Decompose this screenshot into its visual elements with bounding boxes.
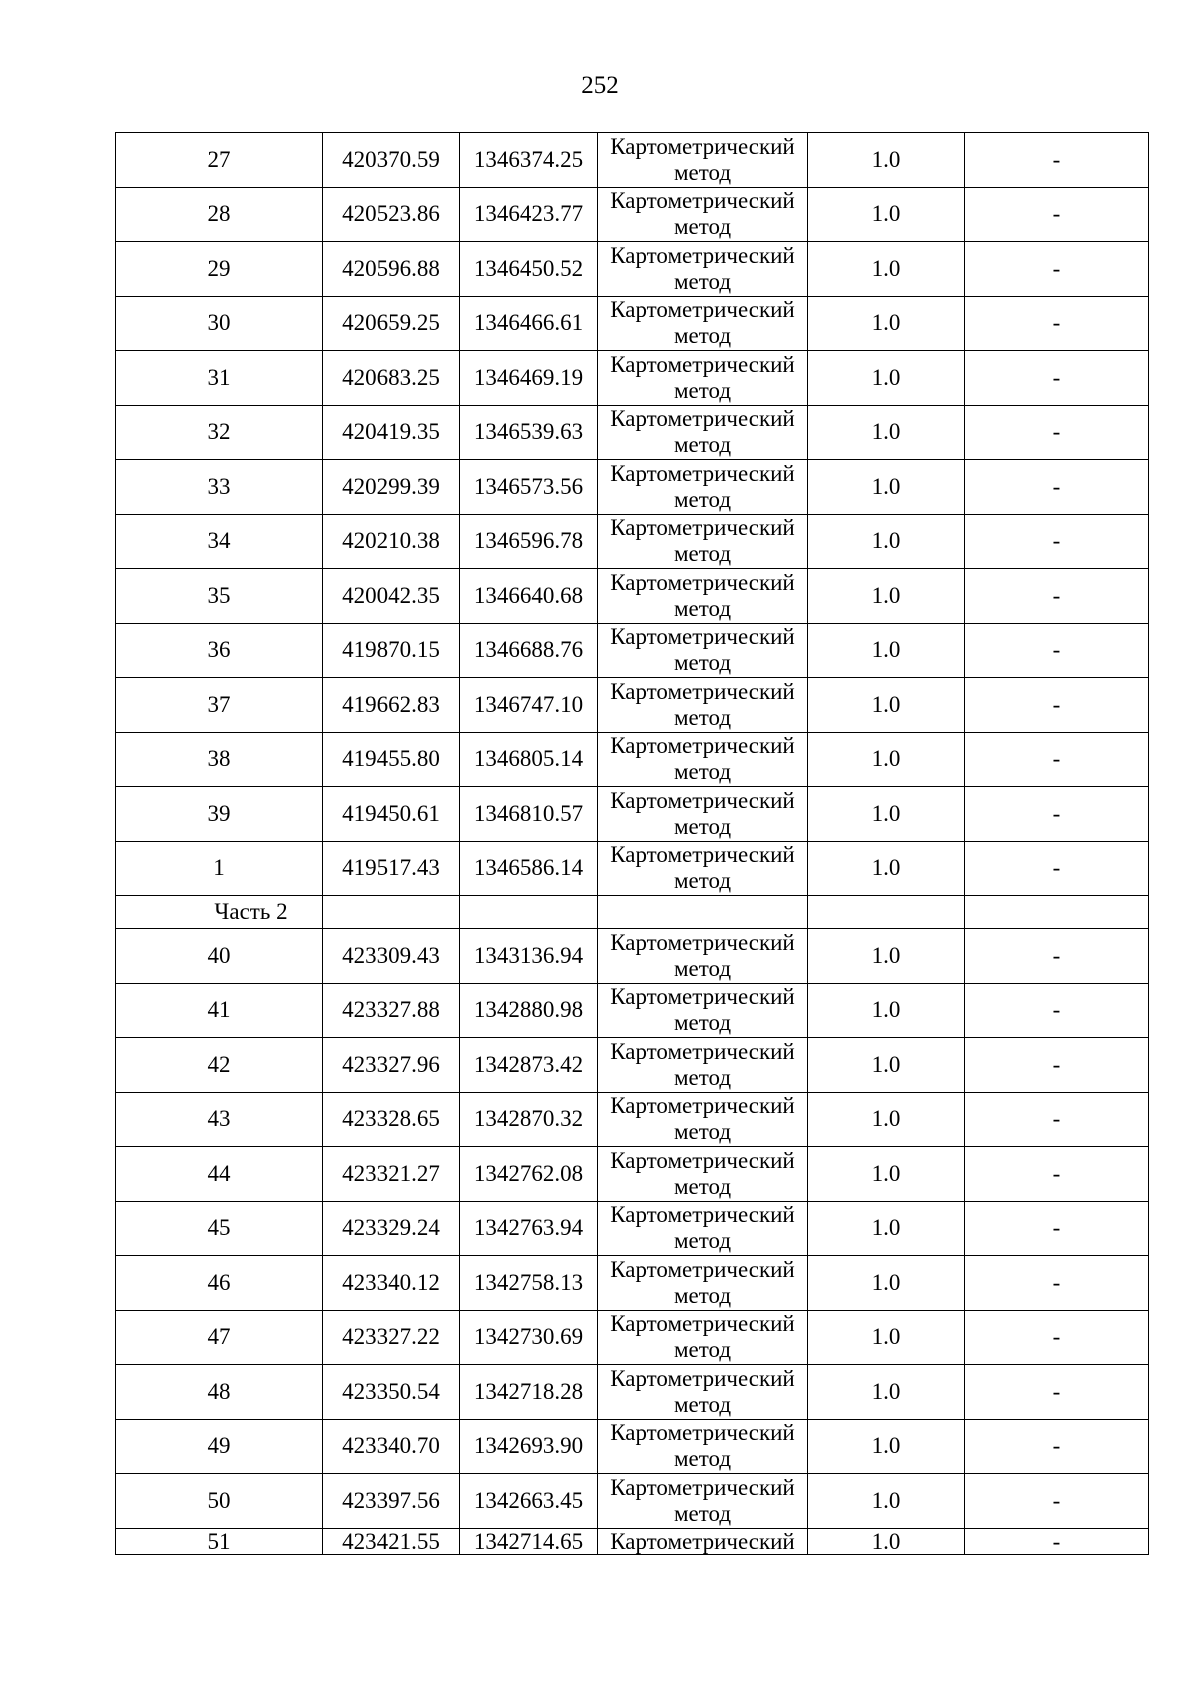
note-cell: - (965, 405, 1149, 460)
method-line-1: Картометрический (610, 351, 795, 377)
note-cell: - (965, 133, 1149, 188)
accuracy-cell: 1.0 (808, 460, 965, 515)
method-line-1: Картометрический (610, 242, 795, 268)
method-line-2: метод (673, 1391, 732, 1417)
section-row (116, 896, 1149, 929)
accuracy-cell: 1.0 (808, 242, 965, 297)
point-number-cell: 38 (116, 732, 323, 787)
accuracy-cell: 1.0 (808, 929, 965, 984)
x-coordinate-cell: 419450.61 (323, 787, 460, 842)
y-coordinate-cell: 1342693.90 (460, 1419, 598, 1474)
table-row (116, 841, 1149, 896)
method-line-2: метод (673, 1173, 732, 1199)
method-line-2: метод (673, 868, 732, 894)
table-row (116, 569, 1149, 624)
note-cell: - (965, 1256, 1149, 1311)
accuracy-cell: 1.0 (808, 1092, 965, 1147)
method-line-1: Картометрический (610, 569, 795, 595)
table-body (116, 133, 1149, 1555)
method-line-2: метод (673, 1282, 732, 1308)
method-line-2: метод (673, 1446, 732, 1472)
method-line-1: Картометрический (610, 1038, 795, 1064)
table-row (116, 187, 1149, 242)
method-line-2: метод (673, 1500, 732, 1526)
point-number-cell: 43 (116, 1092, 323, 1147)
y-coordinate-cell: 1346466.61 (460, 296, 598, 351)
accuracy-cell: 1.0 (808, 983, 965, 1038)
method-cell (598, 1038, 808, 1093)
accuracy-cell: 1.0 (808, 1147, 965, 1202)
method-cell (598, 460, 808, 515)
x-coordinate-cell: 420523.86 (323, 187, 460, 242)
y-coordinate-cell: 1342758.13 (460, 1256, 598, 1311)
empty-cell (598, 896, 808, 929)
point-number-cell: 50 (116, 1474, 323, 1529)
method-line-2: метод (673, 1119, 732, 1145)
method-line-2: метод (673, 704, 732, 730)
table-row (116, 1419, 1149, 1474)
x-coordinate-cell: 423397.56 (323, 1474, 460, 1529)
x-coordinate-cell: 423329.24 (323, 1201, 460, 1256)
y-coordinate-cell: 1343136.94 (460, 929, 598, 984)
empty-cell (323, 896, 460, 929)
note-cell: - (965, 1419, 1149, 1474)
method-cell (598, 732, 808, 787)
x-coordinate-cell: 423340.12 (323, 1256, 460, 1311)
point-number-cell: 35 (116, 569, 323, 624)
x-coordinate-cell: 419870.15 (323, 623, 460, 678)
point-number-cell: 44 (116, 1147, 323, 1202)
table-row (116, 929, 1149, 984)
method-line-2: метод (673, 955, 732, 981)
method-line-2: метод (673, 650, 732, 676)
method-cell (598, 242, 808, 297)
method-cell (598, 187, 808, 242)
method-line-1: Картометрический (610, 984, 795, 1010)
method-cell (598, 514, 808, 569)
method-line-2: метод (673, 432, 732, 458)
table-row (116, 623, 1149, 678)
method-cell (598, 1419, 808, 1474)
table-row (116, 1038, 1149, 1093)
point-number-cell: 1 (116, 841, 323, 896)
y-coordinate-cell: 1346586.14 (460, 841, 598, 896)
note-cell: - (965, 1310, 1149, 1365)
point-number-cell: 37 (116, 678, 323, 733)
y-coordinate-cell: 1346596.78 (460, 514, 598, 569)
method-line-2: метод (673, 595, 732, 621)
note-cell: - (965, 351, 1149, 406)
x-coordinate-cell: 423327.22 (323, 1310, 460, 1365)
accuracy-cell: 1.0 (808, 1528, 965, 1554)
point-number-cell: 42 (116, 1038, 323, 1093)
note-cell: - (965, 1201, 1149, 1256)
note-cell: - (965, 1092, 1149, 1147)
table-row (116, 460, 1149, 515)
note-cell: - (965, 514, 1149, 569)
empty-cell (808, 896, 965, 929)
point-number-cell: 32 (116, 405, 323, 460)
method-cell (598, 678, 808, 733)
accuracy-cell: 1.0 (808, 1201, 965, 1256)
x-coordinate-cell: 423350.54 (323, 1365, 460, 1420)
accuracy-cell: 1.0 (808, 187, 965, 242)
method-line-2: метод (673, 759, 732, 785)
note-cell: - (965, 569, 1149, 624)
accuracy-cell: 1.0 (808, 133, 965, 188)
point-number-cell: 30 (116, 296, 323, 351)
method-cell (598, 1092, 808, 1147)
point-number-cell: 29 (116, 242, 323, 297)
method-line-1: Картометрический (610, 1093, 795, 1119)
y-coordinate-cell: 1346640.68 (460, 569, 598, 624)
method-cell (598, 1474, 808, 1529)
accuracy-cell: 1.0 (808, 1256, 965, 1311)
method-line-1: Картометрический (610, 406, 795, 432)
table-row (116, 405, 1149, 460)
table-row (116, 678, 1149, 733)
note-cell: - (965, 678, 1149, 733)
accuracy-cell: 1.0 (808, 1474, 965, 1529)
note-cell: - (965, 623, 1149, 678)
y-coordinate-cell: 1342718.28 (460, 1365, 598, 1420)
method-cell (598, 1365, 808, 1420)
x-coordinate-cell: 420042.35 (323, 569, 460, 624)
accuracy-cell: 1.0 (808, 623, 965, 678)
point-number-cell: 48 (116, 1365, 323, 1420)
accuracy-cell: 1.0 (808, 405, 965, 460)
method-cell (598, 296, 808, 351)
y-coordinate-cell: 1342714.65 (460, 1528, 598, 1554)
accuracy-cell: 1.0 (808, 1419, 965, 1474)
point-number-cell: 46 (116, 1256, 323, 1311)
y-coordinate-cell: 1346573.56 (460, 460, 598, 515)
method-cell (598, 1201, 808, 1256)
method-line-1: Картометрический (610, 460, 795, 486)
note-cell: - (965, 187, 1149, 242)
x-coordinate-cell: 423328.65 (323, 1092, 460, 1147)
method-cell (598, 1147, 808, 1202)
point-number-cell: 45 (116, 1201, 323, 1256)
table-row (116, 1310, 1149, 1365)
x-coordinate-cell: 423327.96 (323, 1038, 460, 1093)
x-coordinate-cell: 423421.55 (323, 1528, 460, 1554)
x-coordinate-cell: 420299.39 (323, 460, 460, 515)
y-coordinate-cell: 1342870.32 (460, 1092, 598, 1147)
note-cell: - (965, 983, 1149, 1038)
y-coordinate-cell: 1342873.42 (460, 1038, 598, 1093)
x-coordinate-cell: 423327.88 (323, 983, 460, 1038)
note-cell: - (965, 1474, 1149, 1529)
method-line-1: Картометрический (610, 1365, 795, 1391)
y-coordinate-cell: 1346539.63 (460, 405, 598, 460)
note-cell: - (965, 1365, 1149, 1420)
method-line-2: метод (673, 486, 732, 512)
method-line-1: Картометрический (610, 624, 795, 650)
x-coordinate-cell: 423309.43 (323, 929, 460, 984)
table-row (116, 1092, 1149, 1147)
y-coordinate-cell: 1342762.08 (460, 1147, 598, 1202)
note-cell: - (965, 841, 1149, 896)
method-cell (598, 1256, 808, 1311)
x-coordinate-cell: 423340.70 (323, 1419, 460, 1474)
table-row (116, 787, 1149, 842)
accuracy-cell: 1.0 (808, 296, 965, 351)
table-row (116, 296, 1149, 351)
accuracy-cell: 1.0 (808, 514, 965, 569)
point-number-cell: 36 (116, 623, 323, 678)
point-number-cell: 47 (116, 1310, 323, 1365)
accuracy-cell: 1.0 (808, 732, 965, 787)
y-coordinate-cell: 1346688.76 (460, 623, 598, 678)
empty-cell (965, 896, 1149, 929)
method-line-1: Картометрический (610, 297, 795, 323)
method-line-1: Картометрический (610, 1474, 795, 1500)
note-cell: - (965, 1038, 1149, 1093)
section-label: Часть 2 (116, 896, 323, 929)
y-coordinate-cell: 1342880.98 (460, 983, 598, 1038)
empty-cell (460, 896, 598, 929)
method-line-2: метод (673, 214, 732, 240)
method-line-2: метод (673, 159, 732, 185)
point-number-cell: 39 (116, 787, 323, 842)
x-coordinate-cell: 419662.83 (323, 678, 460, 733)
x-coordinate-cell: 423321.27 (323, 1147, 460, 1202)
method-line-1: Картометрический (610, 1311, 795, 1337)
table-row (116, 1474, 1149, 1529)
note-cell: - (965, 1528, 1149, 1554)
table-row (116, 1201, 1149, 1256)
point-number-cell: 33 (116, 460, 323, 515)
table-row (116, 1528, 1149, 1554)
accuracy-cell: 1.0 (808, 1365, 965, 1420)
method-line-2: метод (673, 1010, 732, 1036)
method-line-1: Картометрический (610, 1420, 795, 1446)
method-line-2: метод (673, 1064, 732, 1090)
accuracy-cell: 1.0 (808, 787, 965, 842)
method-cell (598, 405, 808, 460)
point-number-cell: 41 (116, 983, 323, 1038)
y-coordinate-cell: 1342763.94 (460, 1201, 598, 1256)
x-coordinate-cell: 420210.38 (323, 514, 460, 569)
method-line-2: метод (673, 541, 732, 567)
method-cell (598, 133, 808, 188)
y-coordinate-cell: 1346450.52 (460, 242, 598, 297)
method-line-1: Картометрический (610, 1147, 795, 1173)
method-line-1: Картометрический (610, 787, 795, 813)
accuracy-cell: 1.0 (808, 1310, 965, 1365)
x-coordinate-cell: 420419.35 (323, 405, 460, 460)
accuracy-cell: 1.0 (808, 351, 965, 406)
accuracy-cell: 1.0 (808, 569, 965, 624)
point-number-cell: 28 (116, 187, 323, 242)
accuracy-cell: 1.0 (808, 678, 965, 733)
method-line-2: метод (673, 268, 732, 294)
method-line-1: Картометрический (610, 929, 795, 955)
x-coordinate-cell: 419455.80 (323, 732, 460, 787)
accuracy-cell: 1.0 (808, 1038, 965, 1093)
method-line-1: Картометрический (610, 1202, 795, 1228)
method-line-1: Картометрический (610, 188, 795, 214)
table-row (116, 514, 1149, 569)
method-line-2: метод (673, 323, 732, 349)
table-row (116, 983, 1149, 1038)
table-row (116, 1256, 1149, 1311)
table-row (116, 1365, 1149, 1420)
method-line-2: метод (673, 1228, 732, 1254)
method-line-1: Картометрический (610, 842, 795, 868)
method-line-1: Картометрический (610, 133, 795, 159)
method-cell (598, 351, 808, 406)
method-cell (598, 623, 808, 678)
method-cell (598, 1310, 808, 1365)
point-number-cell: 31 (116, 351, 323, 406)
point-number-cell: 40 (116, 929, 323, 984)
table-row (116, 732, 1149, 787)
coordinates-table (115, 132, 1149, 1555)
note-cell: - (965, 1147, 1149, 1202)
method-line-1: Картометрический (610, 733, 795, 759)
point-number-cell: 27 (116, 133, 323, 188)
method-line-1: Картометрический (610, 515, 795, 541)
x-coordinate-cell: 420683.25 (323, 351, 460, 406)
x-coordinate-cell: 419517.43 (323, 841, 460, 896)
accuracy-cell: 1.0 (808, 841, 965, 896)
method-cell (598, 569, 808, 624)
method-line-2: метод (673, 1337, 732, 1363)
method-line-2: метод (673, 813, 732, 839)
method-cell: Картометрический (598, 1528, 808, 1554)
table-row (116, 133, 1149, 188)
y-coordinate-cell: 1342663.45 (460, 1474, 598, 1529)
table-row (116, 242, 1149, 297)
note-cell: - (965, 787, 1149, 842)
y-coordinate-cell: 1346747.10 (460, 678, 598, 733)
point-number-cell: 34 (116, 514, 323, 569)
table-row (116, 1147, 1149, 1202)
y-coordinate-cell: 1342730.69 (460, 1310, 598, 1365)
page-number: 252 (581, 72, 619, 99)
method-cell (598, 787, 808, 842)
y-coordinate-cell: 1346469.19 (460, 351, 598, 406)
y-coordinate-cell: 1346374.25 (460, 133, 598, 188)
method-cell (598, 841, 808, 896)
method-cell (598, 929, 808, 984)
y-coordinate-cell: 1346423.77 (460, 187, 598, 242)
note-cell: - (965, 242, 1149, 297)
method-line-1: Картометрический (610, 1256, 795, 1282)
table-row (116, 351, 1149, 406)
method-line-2: метод (673, 377, 732, 403)
note-cell: - (965, 929, 1149, 984)
x-coordinate-cell: 420659.25 (323, 296, 460, 351)
note-cell: - (965, 732, 1149, 787)
y-coordinate-cell: 1346810.57 (460, 787, 598, 842)
method-line-1: Картометрический (610, 678, 795, 704)
x-coordinate-cell: 420370.59 (323, 133, 460, 188)
y-coordinate-cell: 1346805.14 (460, 732, 598, 787)
point-number-cell: 51 (116, 1528, 323, 1554)
method-cell (598, 983, 808, 1038)
note-cell: - (965, 460, 1149, 515)
x-coordinate-cell: 420596.88 (323, 242, 460, 297)
note-cell: - (965, 296, 1149, 351)
point-number-cell: 49 (116, 1419, 323, 1474)
